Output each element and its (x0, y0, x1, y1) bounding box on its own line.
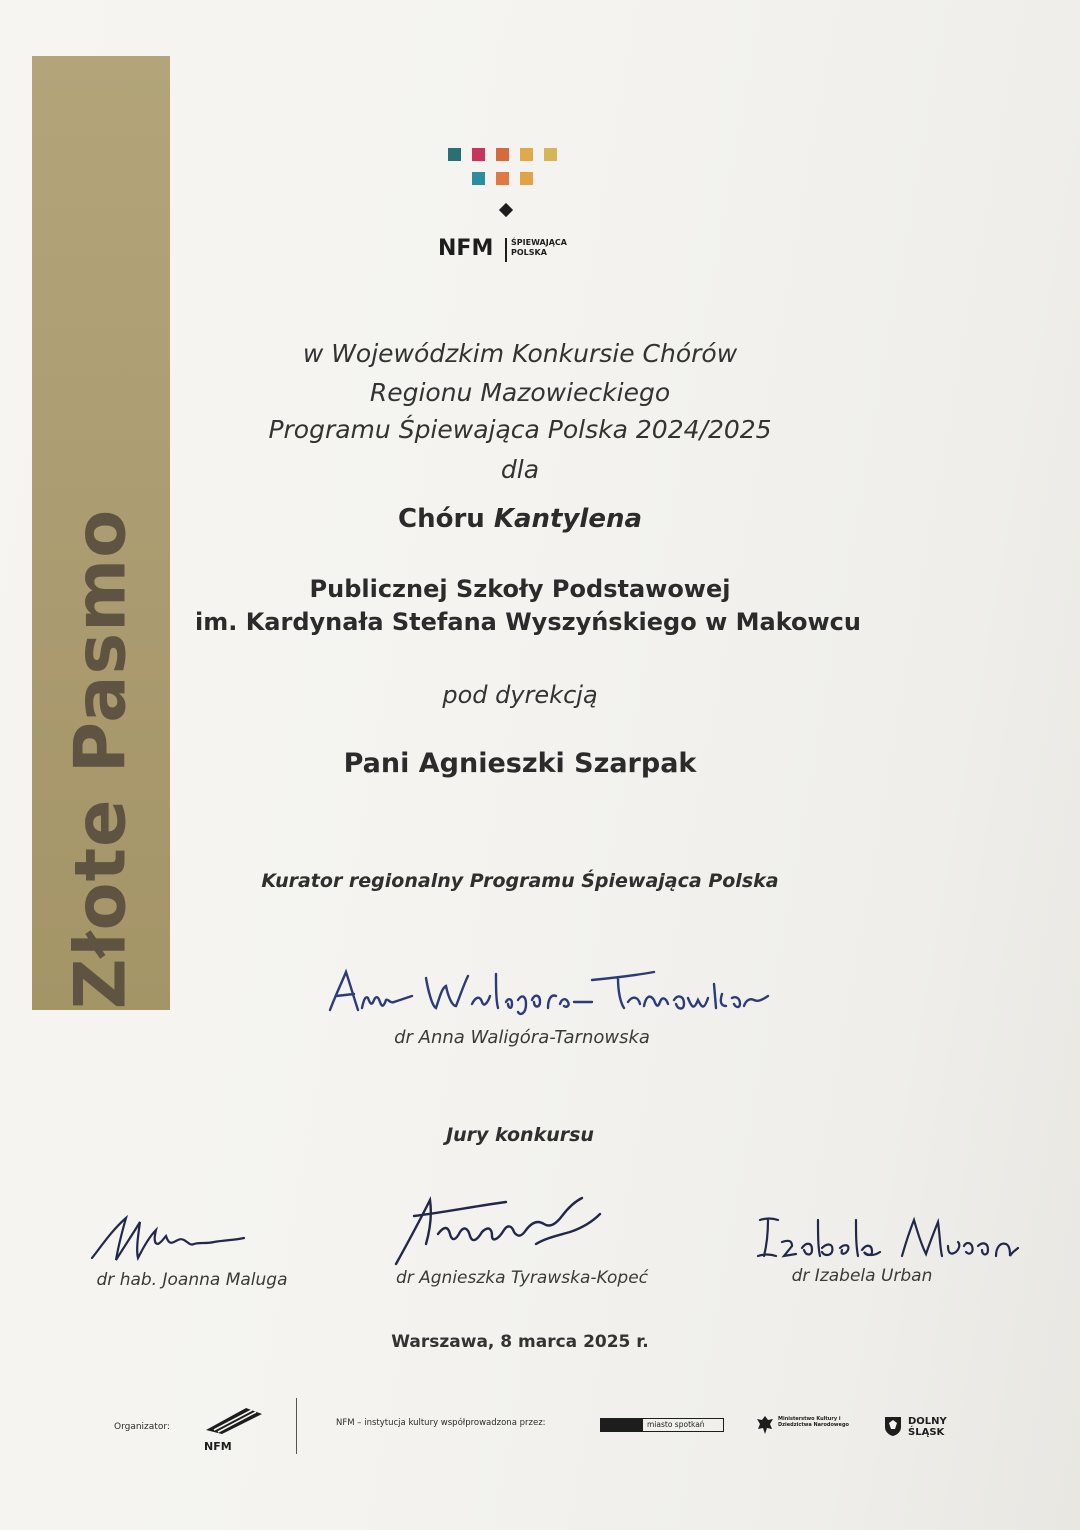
logo-square (496, 172, 509, 185)
eagle-icon (756, 1414, 774, 1436)
curator-label: Kurator regionalny Programu Śpiewająca Polska (261, 870, 779, 892)
jury-label: Jury konkursu (446, 1124, 594, 1146)
place-date: Warszawa, 8 marca 2025 r. (391, 1332, 649, 1352)
curator-name: dr Anna Waligóra-Tarnowska (394, 1027, 650, 1048)
logo-brand: NFM (438, 236, 494, 261)
logo-divider (505, 238, 507, 262)
director-name: Pani Agnieszki Szarpak (343, 748, 697, 779)
band-label (52, 508, 148, 1010)
logo-square (544, 148, 557, 161)
footer-divider (296, 1398, 297, 1454)
logo-square (448, 148, 461, 161)
logo-square (472, 172, 485, 185)
organizer-logo-text: NFM (204, 1440, 232, 1453)
logo-square (520, 172, 533, 185)
partner-1-text: miasto spotkań (647, 1420, 705, 1429)
partner-ministry-logo (756, 1412, 856, 1438)
jury-signature-1 (86, 1208, 256, 1268)
jury-name-1: dr hab. Joanna Maluga (96, 1270, 288, 1290)
logo-subtitle-line1: ŚPIEWAJĄCA (511, 238, 567, 247)
logo-square (496, 148, 509, 161)
intro-line-3: Programu Śpiewająca Polska 2024/2025 (268, 415, 772, 444)
intro-line-1: w Wojewódzkim Konkursie Chórów (302, 339, 738, 368)
logo-subtitle (511, 238, 567, 258)
curator-signature (322, 948, 772, 1018)
school-line-1: Publicznej Szkoły Podstawowej (309, 575, 731, 603)
jury-signature-2 (386, 1186, 606, 1270)
jury-signature-3 (752, 1210, 1022, 1270)
school-line-2: im. Kardynała Stefana Wyszyńskiego w Makowcu (195, 608, 861, 636)
choir-name: Kantylena (493, 504, 643, 534)
cofunded-label: NFM – instytucja kultury współprowadzona przez: (336, 1418, 546, 1428)
logo-subtitle-line2: POLSKA (511, 248, 547, 257)
shield-icon (884, 1415, 902, 1437)
jury-name-3: dr Izabela Urban (791, 1266, 933, 1286)
partner-3-text: DOLNY ŚLĄSK (908, 1416, 947, 1438)
partner-wroclaw-logo (600, 1418, 724, 1432)
organizer-label: Organizator: (114, 1422, 170, 1432)
intro-line-4: dla (500, 455, 540, 484)
partner-2-text: Ministerstwo Kultury i Dziedzictwa Narodowego (778, 1416, 849, 1428)
wroclaw-logo-mark (601, 1419, 643, 1431)
logo-square (520, 148, 533, 161)
intro-line-2: Regionu Mazowieckiego (369, 378, 671, 407)
direction-label: pod dyrekcją (442, 681, 598, 709)
choir-prefix: Chóru (397, 504, 494, 534)
band-label-text: Złote Pasmo (59, 508, 141, 1010)
logo-square (472, 148, 485, 161)
jury-name-2: dr Agnieszka Tyrawska-Kopeć (395, 1268, 649, 1288)
organizer-logo (202, 1400, 266, 1456)
nfm-building-icon (202, 1400, 266, 1436)
choir-line (195, 504, 845, 534)
partner-dolny-slask-logo (884, 1414, 954, 1440)
